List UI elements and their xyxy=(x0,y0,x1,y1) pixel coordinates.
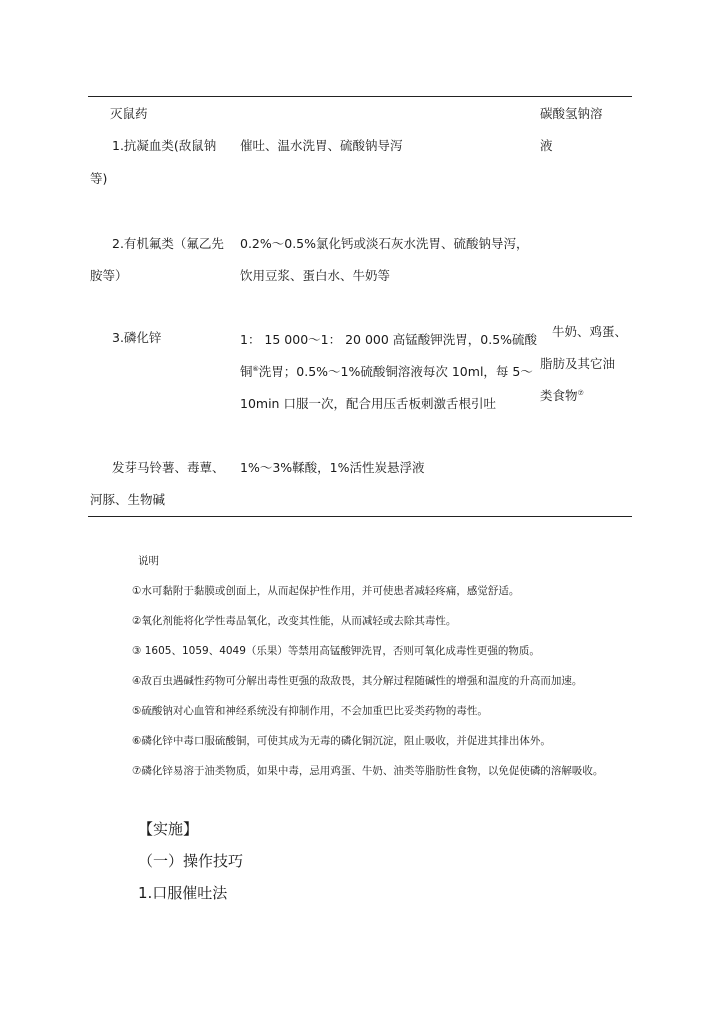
table-cell: 发芽马铃薯、毒蕈、 xyxy=(112,460,225,475)
table-cell: 河豚、生物碱 xyxy=(90,492,166,507)
cell-text: 类食物 xyxy=(540,388,578,404)
table-cell: 2.有机氟类（氟乙先 xyxy=(112,236,224,251)
table-cell: 1： 15 000～1： 20 000 高锰酸钾洗胃，0.5%硫酸 xyxy=(240,332,538,347)
table-cell xyxy=(240,366,533,379)
table-cell: 牛奶、鸡蛋、 xyxy=(552,324,628,339)
note-item: ②氧化剂能将化学性毒品氧化，改变其性能，从而减轻或去除其毒性。 xyxy=(132,615,457,627)
table-bottom-rule xyxy=(88,516,632,517)
cell-text: 洗胃；0.5%～1%硫酸铜溶液每次 10ml，每 5～ xyxy=(258,364,533,380)
table-cell: 灭鼠药 xyxy=(110,106,148,121)
table-cell: 胺等） xyxy=(90,268,128,283)
table-cell: 饮用豆浆、蛋白水、牛奶等 xyxy=(240,268,391,283)
cell-text: 铜 xyxy=(240,364,253,380)
table-cell: 碳酸氢钠溶 xyxy=(540,106,603,121)
table-cell xyxy=(540,390,584,403)
table-cell: 脂肪及其它油 xyxy=(540,356,616,371)
notes-title: 说明 xyxy=(138,555,159,567)
table-cell: 1.抗凝血类(敌鼠钠 xyxy=(112,138,217,153)
note-item: ⑥磷化锌中毒口服硫酸铜，可使其成为无毒的磷化铜沉淀，阻止吸收，并促进其排出体外。 xyxy=(132,735,551,747)
note-item: ⑦磷化锌易溶于油类物质，如果中毒，忌用鸡蛋、牛奶、油类等脂肪性食物，以免促使磷的溶解吸收。 xyxy=(132,765,604,777)
section-subheading: （一）操作技巧 xyxy=(138,852,244,870)
note-item: ⑤硫酸钠对心血管和神经系统没有抑制作用，不会加重巴比妥类药物的毒性。 xyxy=(132,705,488,717)
note-item: ③ 1605、1059、4049（乐果）等禁用高锰酸钾洗胃，否则可氧化成毒性更强的物质。 xyxy=(132,645,540,657)
section-item: 1.口服催吐法 xyxy=(138,884,228,902)
table-cell: 等) xyxy=(90,171,108,186)
note-item: ④敌百虫遇碱性药物可分解出毒性更强的敌敌畏，其分解过程随碱性的增强和温度的升高而加速。 xyxy=(132,675,583,687)
table-cell: 3.磷化锌 xyxy=(112,330,162,345)
table-top-rule xyxy=(88,96,632,97)
section-heading: 【实施】 xyxy=(138,820,199,838)
table-cell: 1%～3%鞣酸，1%活性炭悬浮液 xyxy=(240,460,425,475)
table-cell: 液 xyxy=(540,138,553,153)
table-cell: 0.2%～0.5%氯化钙或淡石灰水洗胃、硫酸钠导泻， xyxy=(240,236,529,251)
footnote-marker: ⑥ xyxy=(252,365,259,373)
footnote-marker: ⑦ xyxy=(577,389,584,397)
table-cell: 催吐、温水洗胃、硫酸钠导泻 xyxy=(240,138,403,153)
table-cell: 10min 口服一次，配合用压舌板刺激舌根引吐 xyxy=(240,396,496,411)
note-item: ①水可黏附于黏膜或创面上，从而起保护性作用，并可使患者减轻疼痛，感觉舒适。 xyxy=(132,585,520,597)
